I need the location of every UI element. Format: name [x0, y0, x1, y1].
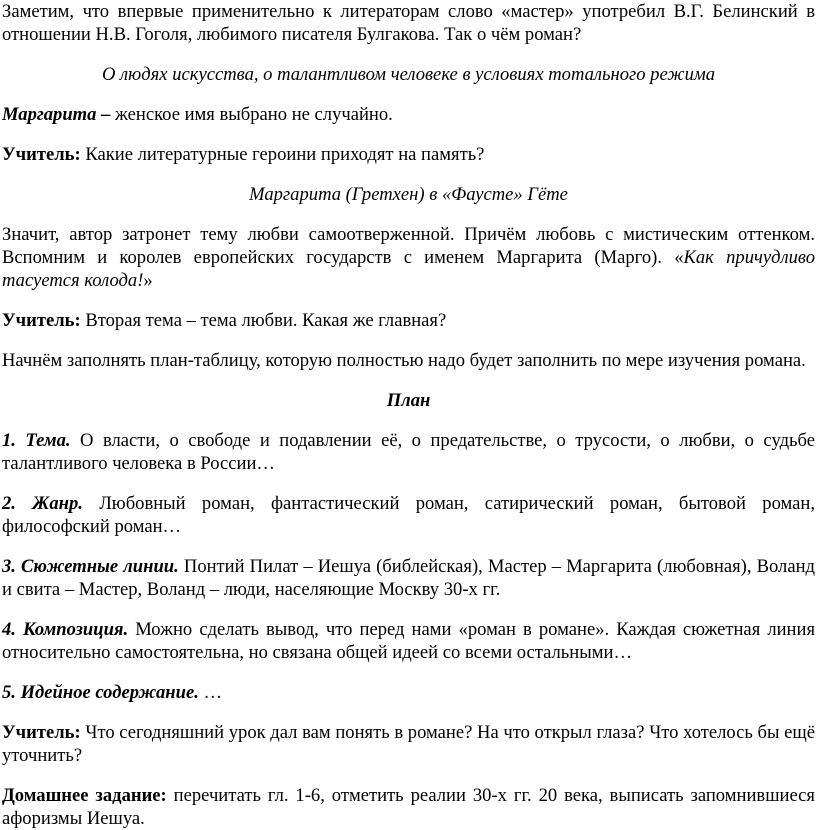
plan-item-text: Можно сделать вывод, что перед нами «роман в романе». Каждая сюжетная линия относительно самостоятельна, но связана общей идеей со всеми остальными…	[2, 619, 816, 663]
teacher-label: Учитель:	[2, 144, 81, 165]
plan-item-composition	[2, 618, 815, 664]
plan-title: План	[386, 390, 431, 411]
homework	[2, 784, 815, 830]
paragraph-margarita	[2, 103, 815, 126]
novel-theme-line: О людях искусства, о талантливом человеке в условиях тотального режима	[101, 64, 716, 85]
paragraph-intro: Заметим, что впервые применительно к литераторам слово «мастер» употребил В.Г. Белинский в отношении Н.В. Гоголя, любимого писателя Булгакова. Так о чём роман?	[2, 1, 815, 45]
margarita-label: Маргарита –	[2, 104, 111, 125]
homework-text: перечитать гл. 1-6, отметить реалии 30-х гг. 20 века, выписать запомнившиеся афоризмы Иешуа.	[2, 785, 815, 829]
teacher-question-2	[2, 309, 815, 332]
love-theme-quote: Как причудливо тасуется колода!	[2, 247, 816, 291]
plan-item-text: О власти, о свободе и подавлении её, о предательстве, о трусости, о любви, о судьбе талантливого человека в России…	[2, 430, 815, 474]
love-theme-text: Значит, автор затронет тему любви самоотверженной. Причём любовь с мистическим оттенком. Вспомним и королев европейских государств с именем Маргарита (Марго). «	[2, 224, 815, 268]
plan-item-text: Любовный роман, фантастический роман, сатирический роман, бытовой роман, философский роман…	[2, 493, 815, 537]
paragraph-plan-intro: Начнём заполнять план-таблицу, которую полностью надо будет заполнить по мере изучения романа.	[2, 350, 806, 371]
plan-item-label: 4. Композиция.	[2, 619, 129, 640]
plan-item-ideas	[2, 681, 815, 704]
plan-item-theme	[2, 429, 815, 475]
teacher-label: Учитель:	[2, 722, 81, 743]
teacher-text: Вторая тема – тема любви. Какая же главная?	[80, 310, 447, 331]
plan-item-genre	[2, 492, 815, 538]
plan-item-label: 3. Сюжетные линии.	[2, 556, 179, 577]
homework-label: Домашнее задание:	[2, 785, 167, 806]
love-theme-end: »	[143, 270, 153, 291]
faust-reference: Маргарита (Гретхен) в «Фаусте» Гёте	[249, 184, 568, 205]
teacher-label: Учитель:	[2, 310, 81, 331]
plan-item-label: 2. Жанр.	[2, 493, 83, 514]
teacher-text: Что сегодняшний урок дал вам понять в романе? На что открыл глаза? Что хотелось бы ещё уточнить?	[2, 722, 815, 766]
plan-item-plotlines	[2, 555, 815, 601]
margarita-text: женское имя выбрано не случайно.	[110, 104, 393, 125]
teacher-question-1	[2, 143, 815, 166]
plan-item-label: 1. Тема.	[2, 430, 71, 451]
plan-item-label: 5. Идейное содержание.	[2, 682, 199, 703]
paragraph-love-theme	[2, 223, 815, 292]
plan-item-text: …	[198, 682, 223, 703]
plan-item-text: Понтий Пилат – Иешуа (библейская), Мастер – Маргарита (любовная), Воланд и свита – Мастер, Воланд – люди, населяющие Москву 30-х гг.	[2, 556, 815, 600]
teacher-question-3	[2, 721, 815, 767]
teacher-text: Какие литературные героини приходят на память?	[80, 144, 485, 165]
